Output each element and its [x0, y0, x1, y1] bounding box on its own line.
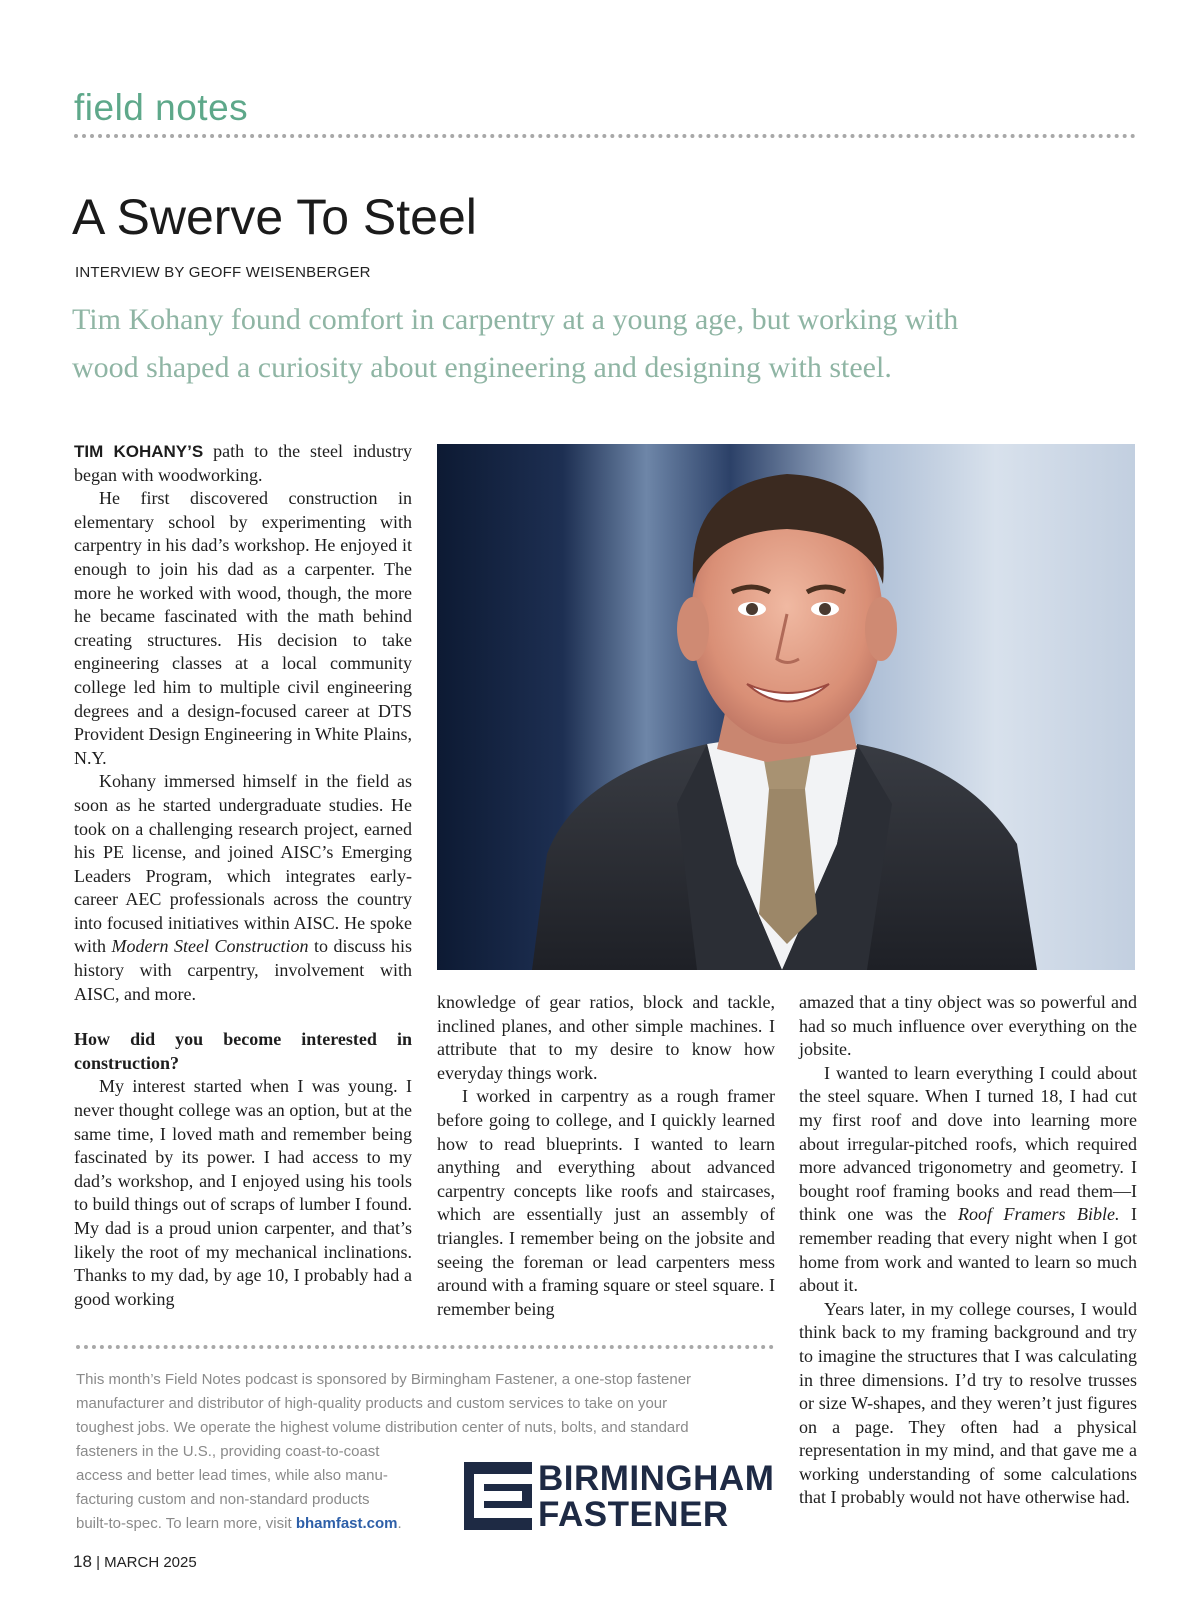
paragraph-1: TIM KOHANY’S path to the steel industry began with woodworking.	[74, 441, 413, 485]
column-2	[437, 991, 775, 1321]
byline: INTERVIEW BY GEOFF WEISENBERGER	[75, 264, 371, 281]
paragraph-3: Kohany immersed himself in the field as soon as he started undergraduate studies. He took on a challenging research project, earned his PE license, and joined AISC’s Emerging Leaders Program, which integrates early-career AEC professionals across the country into focused initiatives within AISC. He spoke with Modern Steel Construction to discuss his history with carpentry, involvement with AISC, and more.	[74, 771, 412, 1004]
sponsor-text: This month’s Field Notes podcast is sponsored by Birmingham Fastener, a one-stop fastener manufacturer and distributor of high-quality products and custom services to take on your toughest jobs. We operate the highest volume distribution center of nuts, bolts, and standard fasteners in the U.S., providing coast-to-coast access and better lead times, while also manu- facturing custom and non-standard products built-to-spec. To learn more, visit bhamfast.com.	[76, 1371, 692, 1532]
book-title: Roof Framers Bible.	[958, 1204, 1120, 1225]
logo-wordmark-top: BIRMINGHAM	[538, 1459, 775, 1498]
portrait-photo	[437, 444, 1135, 970]
column-3	[799, 991, 1137, 1510]
column-1	[74, 440, 412, 1311]
paragraph-continued: knowledge of gear ratios, block and tackle, inclined planes, and other simple machines. I attribute that to my desire to know how everyday things work.	[437, 992, 775, 1083]
answer-paragraph: My interest started when I was young. I never thought college was an option, but at the same time, I loved math and remember being fascinated by its power. I had access to my dad’s workshop, and I enjoyed using his tools to build things out of scraps of lumber I found. My dad is a proud union carpenter, and that’s likely the root of my mechanical inclinations. Thanks to my dad, by age 10, I probably had a good working	[74, 1076, 412, 1309]
paragraph-college: Years later, in my college courses, I would think back to my framing background and try to imagine the structures that I was calculating in three dimensions. I’d try to resolve trusses or size W-shapes, and they weren’t just figures on a page. They often had a physical representation in my mind, and that gave me a working understanding of some calculations that I probably would not have otherwise had.	[799, 1298, 1137, 1508]
paragraph-2: He first discovered construction in elementary school by experimenting with carpentry in his dad’s workshop. He enjoyed it enough to join his dad as a carpenter. The more he worked with wood, though, the more he became fascinated with the math behind creating structures. His decision to take engineering classes at a local community college led him to multiple civil engineering degrees and a design-focused career at DTS Provident Design Engineering in White Plains, N.Y.	[74, 488, 412, 768]
bf-mark-icon	[464, 1462, 532, 1530]
page-footer: 18 | MARCH 2025	[73, 1552, 197, 1571]
paragraph-carpentry: I worked in carpentry as a rough framer before going to college, and I quickly learned how to read blueprints. I wanted to learn anything and everything about advanced carpentry concepts like roofs and staircases, which are essentially just an assembly of triangles. I remember being on the jobsite and seeing the foreman or lead carpenters mess around with a framing square or steel square. I remember being	[437, 1086, 775, 1319]
article-dek: Tim Kohany found comfort in carpentry at a young age, but working with wood shaped a curiosity about engineering and designing with steel.	[72, 303, 959, 384]
article-title: A Swerve To Steel	[72, 189, 477, 245]
publication-name: Modern Steel Construction	[111, 936, 309, 957]
page-number: 18	[73, 1552, 92, 1571]
section-label: field notes	[74, 87, 249, 128]
logo-wordmark-bottom: FASTENER	[538, 1495, 729, 1534]
question-heading: How did you become interested in construction?	[74, 1029, 412, 1073]
lead-in: TIM KOHANY’S	[74, 442, 204, 461]
paragraph-steel-square: I wanted to learn everything I could about the steel square. When I turned 18, I had cut my first roof and dove into learning more about irregular-pitched roofs, which required more advanced trigonometry and geometry. I bought roof framing books and read them—I think one was the Roof Framers Bible. I remember reading that every night when I got home from work and wanted to learn so much about it.	[799, 1062, 1137, 1296]
paragraph-jobsite: amazed that a tiny object was so powerful and had so much influence over everything on the jobsite.	[799, 992, 1137, 1060]
header-divider	[74, 134, 1136, 138]
sponsor-link[interactable]: bhamfast.com	[295, 1515, 398, 1532]
sponsor-divider	[76, 1345, 774, 1349]
birmingham-fastener-logo	[464, 1459, 775, 1534]
issue-date: MARCH 2025	[104, 1554, 197, 1571]
